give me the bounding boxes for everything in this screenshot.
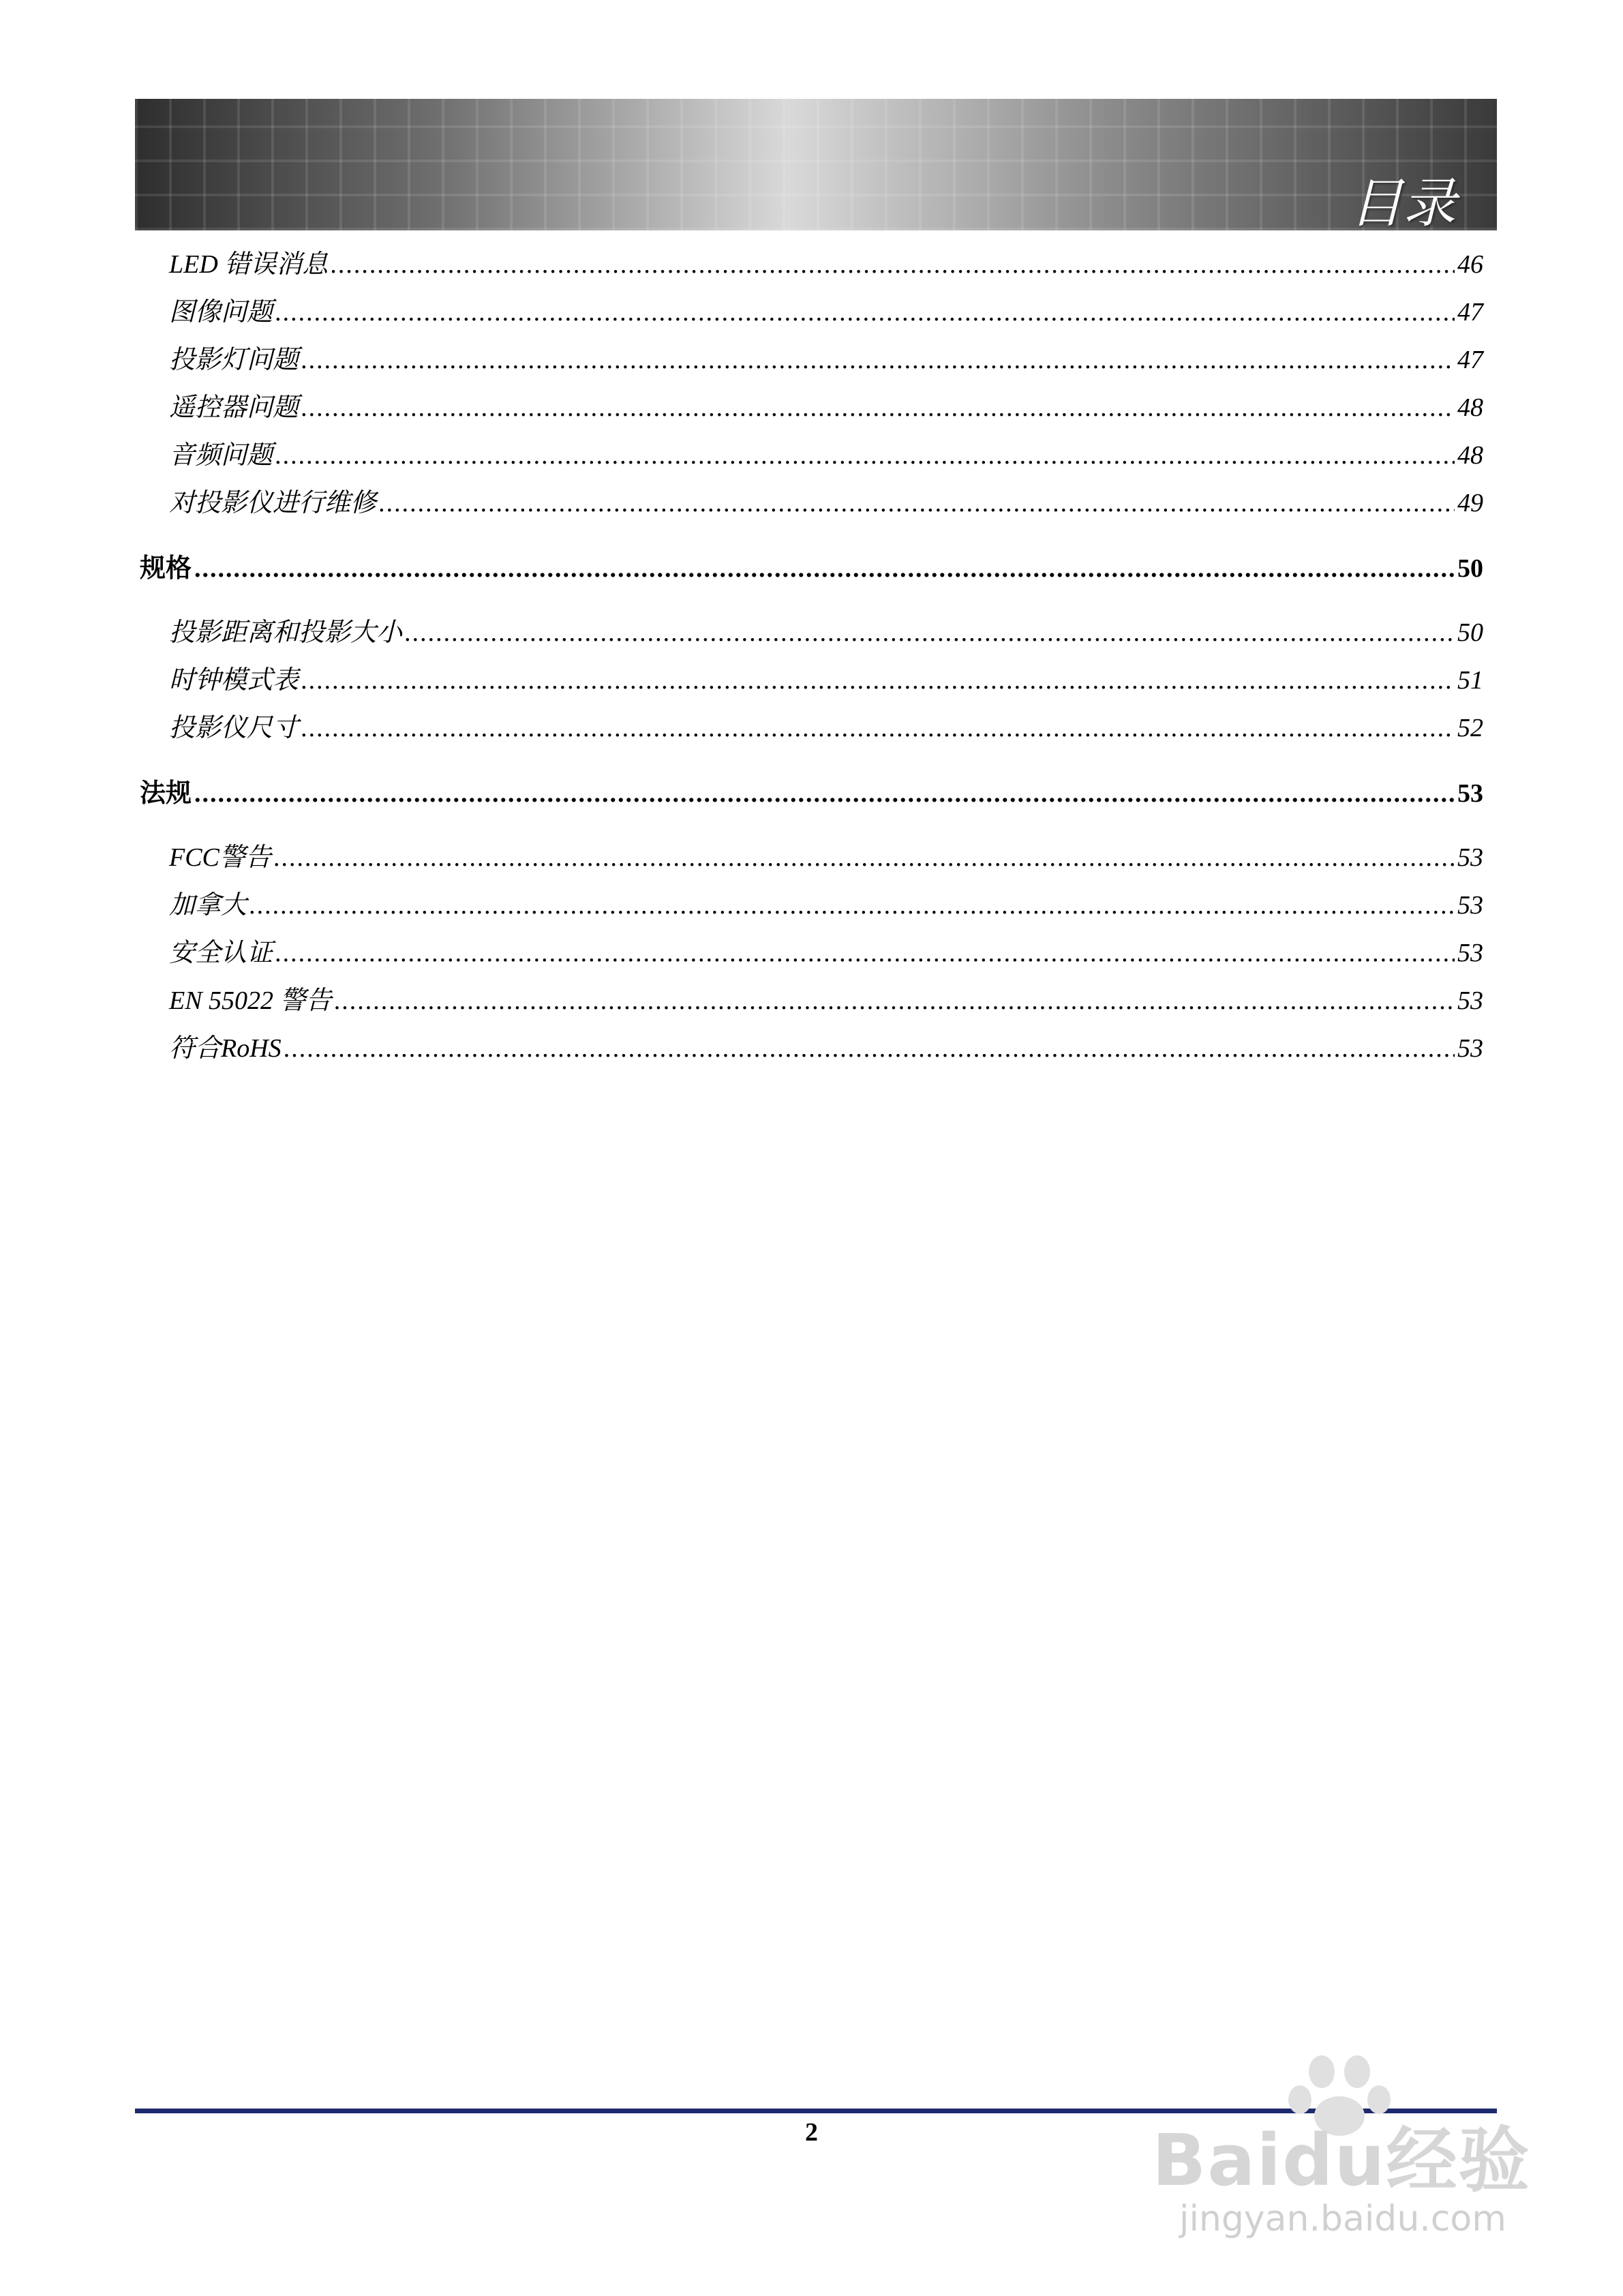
- toc-entry[interactable]: [169, 390, 1483, 425]
- toc-entry-title: 投影灯问题: [169, 346, 299, 374]
- toc-entry[interactable]: [169, 710, 1483, 746]
- watermark-brand: Baidu经验: [1152, 2119, 1531, 2202]
- toc-entry-page: 53: [1457, 891, 1483, 920]
- toc-entry[interactable]: [169, 840, 1483, 875]
- toc-entry[interactable]: [169, 342, 1483, 378]
- toc-entry-page: 51: [1457, 666, 1483, 695]
- toc-entry[interactable]: [169, 663, 1483, 698]
- toc-entry-page: 50: [1457, 618, 1483, 647]
- toc-dot-leader: [331, 247, 1455, 282]
- toc-entry[interactable]: [169, 935, 1483, 971]
- toc-entry-title: 音频问题: [169, 441, 273, 470]
- toc-entry-page: 46: [1457, 250, 1483, 279]
- toc-dot-leader: [335, 983, 1455, 1018]
- toc-entry-page: 52: [1457, 714, 1483, 742]
- header-banner: [135, 99, 1497, 235]
- toc-entry[interactable]: [169, 615, 1483, 650]
- toc-section-entry[interactable]: [140, 551, 1483, 586]
- page-title: 目录: [1349, 173, 1456, 235]
- toc-dot-leader: [275, 935, 1455, 971]
- toc-entry[interactable]: [169, 1031, 1483, 1066]
- toc-dot-leader: [301, 710, 1455, 746]
- toc-entry-title: EN 55022 警告: [169, 986, 332, 1015]
- watermark-url: jingyan.baidu.com: [1179, 2199, 1506, 2239]
- toc-entry-title: 符合RoHS: [169, 1034, 282, 1063]
- toc-dot-leader: [301, 390, 1455, 425]
- toc-entry-title: 时钟模式表: [169, 666, 299, 695]
- toc-dot-leader: [194, 776, 1455, 811]
- baidu-watermark: [1152, 2055, 1534, 2260]
- toc-entry-title: 投影仪尺寸: [169, 714, 299, 742]
- toc-entry-page: 47: [1457, 298, 1483, 327]
- toc-entry-title: FCC警告: [169, 843, 271, 872]
- toc-dot-leader: [301, 342, 1455, 378]
- toc-entry-title: 法规: [140, 779, 192, 808]
- toc-entry[interactable]: [169, 983, 1483, 1018]
- toc-entry[interactable]: [169, 294, 1483, 330]
- toc-entry-title: 遥控器问题: [169, 393, 299, 422]
- toc-entry-title: 对投影仪进行维修: [169, 489, 377, 517]
- toc-dot-leader: [249, 888, 1455, 923]
- toc-entry-page: 48: [1457, 441, 1483, 470]
- toc-entry-title: 投影距离和投影大小: [169, 618, 403, 647]
- toc-entry-page: 53: [1457, 1034, 1483, 1063]
- toc-entry[interactable]: [169, 438, 1483, 473]
- toc-entry-title: LED 错误消息: [169, 250, 329, 279]
- toc-entry-title: 安全认证: [169, 939, 273, 967]
- toc-dot-leader: [405, 615, 1455, 650]
- toc-dot-leader: [379, 485, 1455, 521]
- toc-entry[interactable]: [169, 485, 1483, 521]
- toc-entry-page: 50: [1457, 554, 1483, 583]
- toc-entry-page: 53: [1457, 779, 1483, 808]
- toc-entry-page: 53: [1457, 939, 1483, 967]
- toc-dot-leader: [275, 438, 1455, 473]
- toc-entry[interactable]: [169, 247, 1483, 282]
- toc-dot-leader: [274, 840, 1455, 875]
- toc-entry-page: 53: [1457, 986, 1483, 1015]
- toc-dot-leader: [284, 1031, 1455, 1066]
- toc-entry-page: 53: [1457, 843, 1483, 872]
- toc-entry-title: 规格: [140, 554, 192, 583]
- page-number: 2: [805, 2118, 818, 2147]
- toc-entry-title: 图像问题: [169, 298, 273, 327]
- toc-entry-page: 49: [1457, 489, 1483, 517]
- toc-entry-page: 47: [1457, 346, 1483, 374]
- toc-entry-title: 加拿大: [169, 891, 247, 920]
- toc-dot-leader: [301, 663, 1455, 698]
- toc-entry[interactable]: [169, 888, 1483, 923]
- toc-entry-page: 48: [1457, 393, 1483, 422]
- toc-dot-leader: [194, 551, 1455, 586]
- toc-section-entry[interactable]: [140, 776, 1483, 811]
- toc-dot-leader: [275, 294, 1455, 330]
